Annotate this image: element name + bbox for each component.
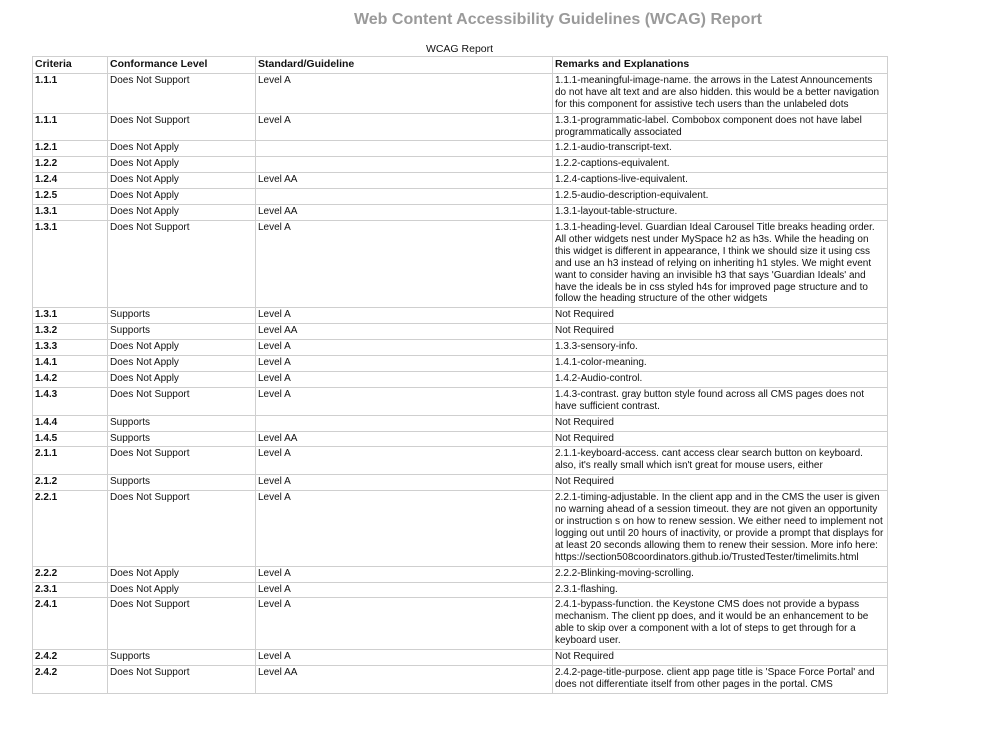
cell-conformance-level: Does Not Support [108,113,256,141]
cell-standard-guideline: Level AA [256,205,553,221]
header-remarks: Remarks and Explanations [553,57,888,74]
cell-remarks: 1.2.5-audio-description-equivalent. [553,189,888,205]
table-row [33,157,888,173]
cell-conformance-level: Does Not Apply [108,582,256,598]
cell-standard-guideline: Level A [256,340,553,356]
cell-criteria: 1.3.1 [33,205,108,221]
cell-conformance-level: Supports [108,475,256,491]
cell-conformance-level: Does Not Apply [108,205,256,221]
cell-criteria: 2.4.2 [33,650,108,666]
cell-remarks: 2.3.1-flashing. [553,582,888,598]
cell-standard-guideline [256,157,553,173]
cell-remarks: Not Required [553,308,888,324]
header-criteria: Criteria [33,57,108,74]
cell-remarks: 2.4.1-bypass-function. the Keystone CMS does not provide a bypass mechanism. The client pp does, and it would be an enhancement to be able to skip over a component with a lot of steps to get through for a keyboard user. [553,598,888,650]
cell-conformance-level: Does Not Support [108,491,256,566]
cell-standard-guideline: Level A [256,491,553,566]
cell-remarks: 1.3.3-sensory-info. [553,340,888,356]
cell-criteria: 1.3.1 [33,308,108,324]
cell-criteria: 1.4.5 [33,431,108,447]
table-row [33,113,888,141]
cell-remarks: 1.2.1-audio-transcript-text. [553,141,888,157]
cell-remarks: 1.2.2-captions-equivalent. [553,157,888,173]
cell-conformance-level: Does Not Support [108,598,256,650]
cell-standard-guideline: Level AA [256,431,553,447]
cell-criteria: 2.3.1 [33,582,108,598]
table-row [33,475,888,491]
table-row [33,582,888,598]
cell-remarks: 1.3.1-programmatic-label. Combobox component does not have label programmatically associated [553,113,888,141]
cell-standard-guideline: Level A [256,582,553,598]
cell-criteria: 1.3.3 [33,340,108,356]
cell-criteria: 1.4.3 [33,387,108,415]
cell-standard-guideline: Level AA [256,324,553,340]
cell-conformance-level: Does Not Apply [108,340,256,356]
cell-conformance-level: Supports [108,431,256,447]
cell-criteria: 2.2.2 [33,566,108,582]
table-body [33,73,888,693]
table-row [33,491,888,566]
cell-conformance-level: Does Not Apply [108,157,256,173]
cell-standard-guideline: Level AA [256,665,553,693]
cell-standard-guideline: Level AA [256,173,553,189]
cell-standard-guideline: Level A [256,598,553,650]
table-row [33,356,888,372]
cell-remarks: 2.1.1-keyboard-access. cant access clear search button on keyboard. also, it's really small which isn't great for mouse users, either [553,447,888,475]
cell-conformance-level: Does Not Apply [108,371,256,387]
table-row [33,308,888,324]
cell-criteria: 1.2.4 [33,173,108,189]
cell-standard-guideline: Level A [256,475,553,491]
table-row [33,73,888,113]
table-row [33,650,888,666]
table-row [33,141,888,157]
cell-conformance-level: Does Not Support [108,665,256,693]
table-row [33,431,888,447]
table-row [33,324,888,340]
cell-criteria: 1.3.1 [33,220,108,307]
cell-remarks: 2.2.1-timing-adjustable. In the client app and in the CMS the user is given no warning ahead of a session timeout. they are not given an opportunity or instruction s on how to renew session. We either need to implement not logging out until 20 hours of inactivity, or provide a prompt that displays for at least 20 seconds allowing them to renew their session. More info here: https://section508coordinators.github.io/TrustedTester/timelimits.html [553,491,888,566]
table-row [33,205,888,221]
cell-criteria: 1.3.2 [33,324,108,340]
cell-standard-guideline: Level A [256,447,553,475]
cell-conformance-level: Does Not Apply [108,141,256,157]
cell-criteria: 2.2.1 [33,491,108,566]
cell-remarks: Not Required [553,415,888,431]
header-conformance-level: Conformance Level [108,57,256,74]
cell-conformance-level: Does Not Apply [108,356,256,372]
cell-remarks: 2.2.2-Blinking-moving-scrolling. [553,566,888,582]
cell-standard-guideline: Level A [256,566,553,582]
cell-remarks: 1.2.4-captions-live-equivalent. [553,173,888,189]
cell-remarks: 1.1.1-meaningful-image-name. the arrows in the Latest Announcements do not have alt text and are also hidden. this would be a better navigation for this component for assistive tech users than the unlabeled dots [553,73,888,113]
table-caption: WCAG Report [425,43,494,55]
cell-remarks: 1.4.2-Audio-control. [553,371,888,387]
cell-conformance-level: Supports [108,324,256,340]
cell-criteria: 1.2.5 [33,189,108,205]
cell-conformance-level: Does Not Apply [108,566,256,582]
cell-remarks: 2.4.2-page-title-purpose. client app page title is 'Space Force Portal' and does not differentiate itself from other pages in the portal. CMS [553,665,888,693]
cell-remarks: Not Required [553,475,888,491]
cell-remarks: 1.4.3-contrast. gray button style found across all CMS pages does not have sufficient contrast. [553,387,888,415]
wcag-report-table [32,56,888,694]
table-row [33,566,888,582]
cell-remarks: 1.4.1-color-meaning. [553,356,888,372]
cell-conformance-level: Does Not Support [108,73,256,113]
cell-standard-guideline: Level A [256,371,553,387]
table-row [33,598,888,650]
table-row [33,340,888,356]
cell-conformance-level: Supports [108,415,256,431]
header-standard-guideline: Standard/Guideline [256,57,553,74]
cell-remarks: Not Required [553,324,888,340]
cell-remarks: Not Required [553,650,888,666]
cell-criteria: 1.2.2 [33,157,108,173]
cell-standard-guideline: Level A [256,113,553,141]
cell-conformance-level: Supports [108,650,256,666]
table-header-row [33,57,888,74]
cell-criteria: 2.4.1 [33,598,108,650]
cell-conformance-level: Does Not Support [108,220,256,307]
cell-criteria: 2.4.2 [33,665,108,693]
cell-criteria: 1.2.1 [33,141,108,157]
cell-standard-guideline: Level A [256,73,553,113]
cell-criteria: 1.1.1 [33,113,108,141]
table-row [33,220,888,307]
table-row [33,665,888,693]
cell-conformance-level: Does Not Support [108,447,256,475]
cell-criteria: 1.4.2 [33,371,108,387]
cell-standard-guideline: Level A [256,650,553,666]
cell-criteria: 2.1.2 [33,475,108,491]
cell-conformance-level: Does Not Apply [108,173,256,189]
cell-criteria: 1.4.4 [33,415,108,431]
cell-criteria: 1.1.1 [33,73,108,113]
cell-criteria: 2.1.1 [33,447,108,475]
cell-remarks: 1.3.1-layout-table-structure. [553,205,888,221]
table-row [33,189,888,205]
cell-standard-guideline: Level A [256,220,553,307]
cell-conformance-level: Does Not Apply [108,189,256,205]
cell-standard-guideline [256,189,553,205]
cell-standard-guideline: Level A [256,308,553,324]
table-row [33,371,888,387]
cell-conformance-level: Supports [108,308,256,324]
table-row [33,447,888,475]
table-row [33,173,888,189]
cell-remarks: Not Required [553,431,888,447]
document-title: Web Content Accessibility Guidelines (WCAG) Report [353,11,763,28]
table-row [33,387,888,415]
cell-standard-guideline [256,415,553,431]
cell-conformance-level: Does Not Support [108,387,256,415]
cell-standard-guideline [256,141,553,157]
table-row [33,415,888,431]
cell-remarks: 1.3.1-heading-level. Guardian Ideal Carousel Title breaks heading order. All other widgets nest under MySpace h2 as h3s. While the heading on this widget is different in appearance, I think we should size it using css and use an h3 instead of relying on inheriting h1 styles. We might event want to consider having an invisible h3 that says 'Guardian Ideals' and have the ideals be in css styled h4s for improved page structure and to follow the heading structure of the other widgets [553,220,888,307]
cell-standard-guideline: Level A [256,387,553,415]
cell-standard-guideline: Level A [256,356,553,372]
cell-criteria: 1.4.1 [33,356,108,372]
